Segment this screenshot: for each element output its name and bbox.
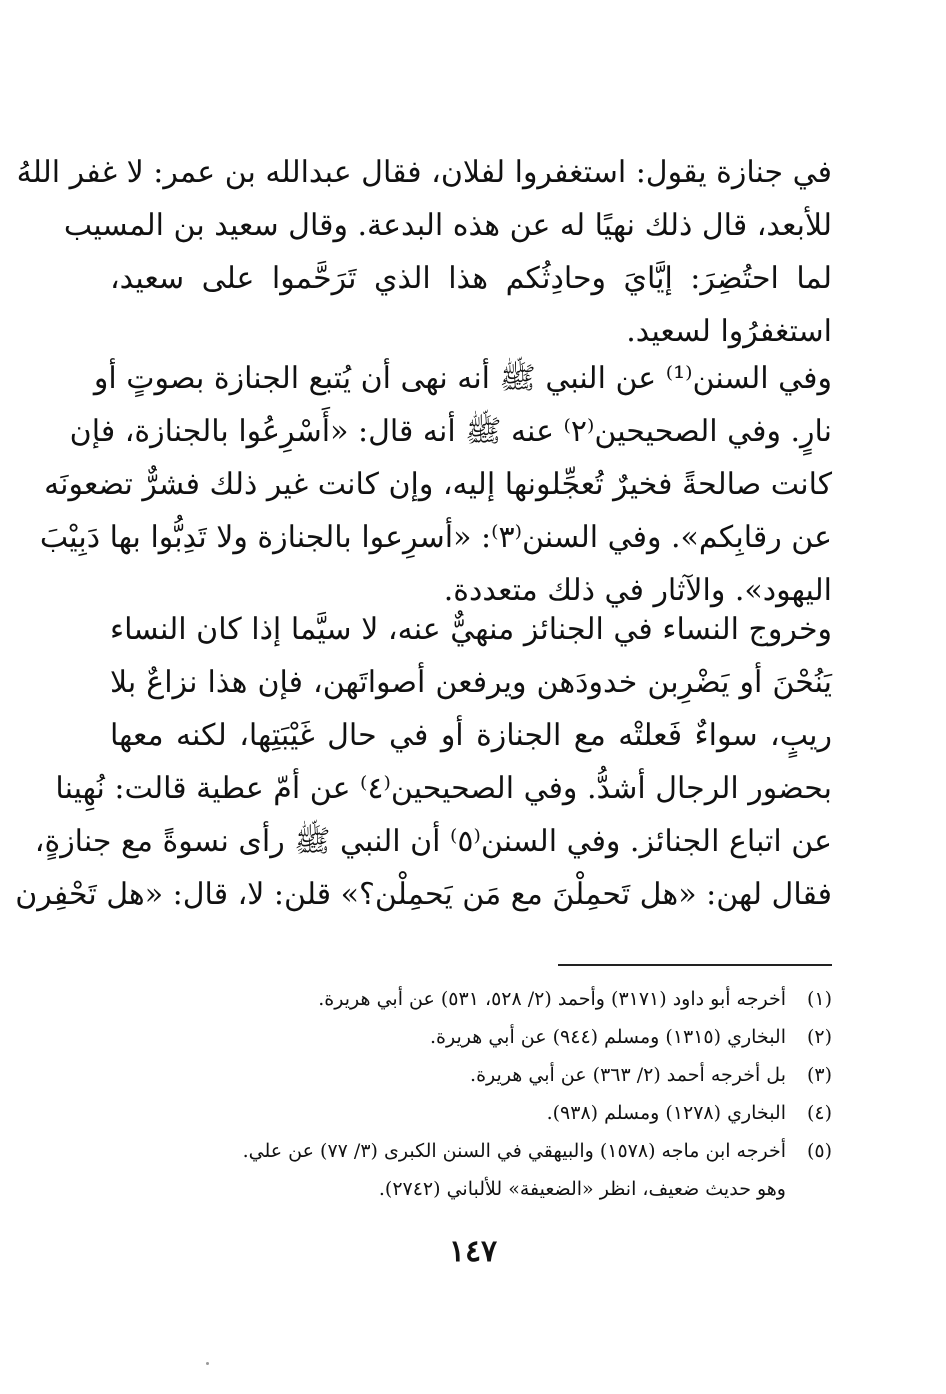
- footnote-line: البخاري (١٣١٥) ومسلم (٩٤٤) عن أبي هريرة.: [430, 1026, 786, 1048]
- paragraph-line: استغفرُوا لسعيد.: [626, 314, 832, 349]
- page-number: ١٤٧: [448, 1234, 498, 1269]
- paragraph-line: فقال لهن: «هل تَحمِلْنَ مع مَن يَحمِلْن؟» قلن: لا، قال: «هل تَحْفِرن: [15, 877, 832, 912]
- footnote-divider: [558, 964, 832, 966]
- footnote-item: [110, 1094, 832, 1132]
- footnotes: [110, 980, 832, 1208]
- paragraph-line: نارٍ. وفي الصحيحين⁽٢⁾ عنه ﷺ أنه قال: «أَسْرِعُوا بالجنازة، فإن: [69, 414, 832, 449]
- footnote-number: (٣): [806, 1064, 832, 1086]
- paragraph-line: كانت صالحةً فخيرٌ تُعجِّلونها إليه، وإن كانت غير ذلك فشرٌّ تضعونَه: [44, 467, 832, 502]
- footnote-text: [110, 1094, 786, 1132]
- paragraph-line: ريبٍ، سواءٌ فَعلتْه مع الجنازة أو في حال غَيْبَتِها، لكنه معها: [110, 718, 832, 753]
- paragraph-2: [39, 352, 832, 617]
- paragraph-line: عن اتباع الجنائز. وفي السنن⁽٥⁾ أن النبي ﷺ رأى نسوةً مع جنازةٍ،: [34, 824, 832, 859]
- footnote-number: (٥): [806, 1140, 832, 1162]
- footnote-line: البخاري (١٢٧٨) ومسلم (٩٣٨).: [546, 1102, 786, 1124]
- footnote-item: [110, 1018, 832, 1056]
- paragraph-line: يَنُحْنَ أو يَضْرِبن خدودَهن ويرفعن أصواتَهن، فإن هذا نزاعٌ بلا: [110, 665, 832, 700]
- footnote-line: وهو حديث ضعيف، انظر «الضعيفة» للألباني (٢٧٤٢).: [378, 1178, 786, 1200]
- paragraph-line: وخروج النساء في الجنائز منهيٌّ عنه، لا سيَّما إذا كان النساء: [110, 612, 832, 647]
- paragraph-line: للأبعد، قال ذلك نهيًا له عن هذه البدعة. وقال سعيد بن المسيب: [63, 208, 832, 243]
- paragraph-line: لما احتُضِرَ: إيَّايَ وحادِثُكم هذا الذي تَرَحَّموا على سعيد،: [110, 261, 832, 296]
- footnote-line: بل أخرجه أحمد (٢/ ٣٦٣) عن أبي هريرة.: [470, 1064, 786, 1086]
- footnote-number: (٢): [806, 1026, 832, 1048]
- scan-speck: [206, 1362, 209, 1365]
- paragraph-line: وفي السنن⁽¹⁾ عن النبي ﷺ أنه نهى أن يُتبع الجنازة بصوتٍ أو: [93, 361, 832, 396]
- footnote-number: (٤): [806, 1102, 832, 1124]
- footnote-line: أخرجه أبو داود (٣١٧١) وأحمد (٢/ ٥٢٨، ٥٣١) عن أبي هريرة.: [318, 988, 786, 1010]
- footnote-line: أخرجه ابن ماجه (١٥٧٨) والبيهقي في السنن الكبرى (٣/ ٧٧) عن علي.: [242, 1140, 786, 1162]
- footnote-item: [110, 980, 832, 1018]
- paragraph-line: في جنازة يقول: استغفروا لفلان، فقال عبدالله بن عمر: لا غفر اللهُ: [16, 155, 832, 190]
- paragraph-line: بحضور الرجال أشدُّ. وفي الصحيحين⁽٤⁾ عن أمّ عطية قالت: نُهِينا: [55, 771, 832, 806]
- footnote-text: [110, 980, 786, 1018]
- footnote-text: [110, 1056, 786, 1094]
- paragraph-line: اليهود». والآثار في ذلك متعددة.: [443, 573, 832, 608]
- paragraph-1: [16, 146, 832, 358]
- paragraph-line: عن رقابِكم». وفي السنن⁽٣⁾: «أسرِعوا بالجنازة ولا تَدِبُّوا بها دَبِيْبَ: [39, 520, 832, 555]
- footnote-text: [110, 1132, 786, 1208]
- footnote-number: (١): [806, 988, 832, 1010]
- footnote-text: [110, 1018, 786, 1056]
- footnote-item: [110, 1056, 832, 1094]
- paragraph-3: [15, 603, 832, 921]
- footnote-item: [110, 1132, 832, 1208]
